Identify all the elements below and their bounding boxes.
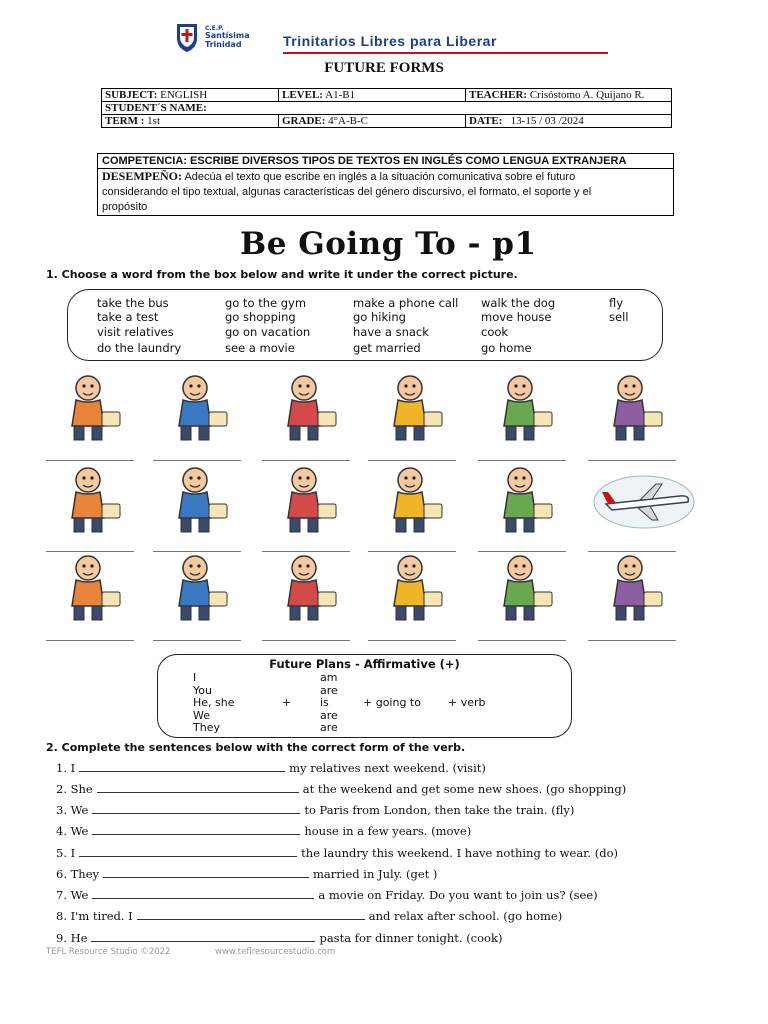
desempeno-text: DESEMPEÑO: Adecúa el texto que escribe en inglés a la situación comunicativa sobre el futuro considerando el tipo textual, algunas características del género discursivo, el formato, el soporte y el propósito — [102, 169, 592, 213]
student-info-table — [101, 88, 672, 128]
bride-and-groom-icon — [372, 550, 448, 624]
sentence-5: 5. I the laundry this weekend. I have nothing to wear. (do) — [56, 846, 618, 860]
school-name-1: Santísima — [205, 31, 250, 40]
girl-on-phone-icon — [372, 370, 448, 444]
teacher-cell: TEACHER: Crisóstomo A. Quijano R. — [466, 89, 672, 102]
school-slogan: Trinitarios Libres para Liberar — [283, 33, 497, 49]
word-option: go on vacation — [225, 325, 311, 339]
man-raiding-fridge-icon — [482, 550, 558, 624]
answer-blank[interactable] — [103, 876, 309, 878]
sentence-3: 3. We to Paris from London, then take the train. (fly) — [56, 803, 575, 817]
word-option: go shopping — [225, 310, 296, 324]
slogan-underline — [283, 52, 608, 54]
word-option: visit relatives — [97, 325, 174, 339]
competencia-heading: COMPETENCIA: ESCRIBE DIVERSOS TIPOS DE TEXTOS EN INGLÉS COMO LENGUA EXTRANJERA — [98, 154, 673, 169]
man-carrying-boxes-upstairs-icon — [482, 462, 558, 536]
man-with-luggage-icon — [157, 370, 233, 444]
word-option: sell — [609, 310, 629, 324]
word-option: fly — [609, 296, 624, 310]
word-box — [67, 289, 663, 361]
woman-with-shopping-bags-icon — [266, 462, 342, 536]
word-option: go to the gym — [225, 296, 307, 310]
term-cell: TERM : 1st — [102, 115, 279, 128]
picture-answer-blank[interactable] — [478, 640, 566, 641]
picture-answer-blank[interactable] — [262, 640, 350, 641]
school-name-2: Trinidad — [205, 40, 242, 49]
footer-copyright: TEFL Resource Studio ©2022 — [46, 947, 171, 957]
sentence-1: 1. I my relatives next weekend. (visit) — [56, 761, 486, 775]
sentence-7: 7. We a movie on Friday. Do you want to join us? (see) — [56, 888, 598, 902]
future-plans-title: Future Plans - Affirmative (+) — [269, 657, 460, 671]
sentence-6: 6. They married in July. (get ) — [56, 867, 438, 881]
man-with-laundry-basket-icon — [372, 462, 448, 536]
future-plans-box — [157, 654, 572, 738]
word-option: walk the dog — [481, 296, 556, 310]
picture-answer-blank[interactable] — [368, 460, 456, 461]
picture-answer-blank[interactable] — [478, 460, 566, 461]
grade-cell: GRADE: 4°A-B-C — [279, 115, 466, 128]
picture-answer-blank[interactable] — [153, 640, 241, 641]
word-option: cook — [481, 325, 509, 339]
answer-blank[interactable] — [92, 812, 300, 814]
woman-shopping-icon — [266, 550, 342, 624]
answer-blank[interactable] — [91, 940, 315, 942]
boy-at-bus-stop-icon — [157, 550, 233, 624]
plus-sign: + — [282, 696, 292, 709]
man-doing-laundry-icon — [50, 462, 126, 536]
sentence-2: 2. She at the weekend and get some new shoes. (go shopping) — [56, 782, 627, 796]
woman-on-treadmill-icon — [157, 462, 233, 536]
word-option: move house — [481, 310, 552, 324]
family-in-packed-car-icon — [266, 370, 342, 444]
word-option: see a movie — [225, 341, 295, 355]
level-cell: LEVEL: A1-B1 — [279, 89, 466, 102]
answer-blank[interactable] — [137, 918, 365, 920]
word-option: have a snack — [353, 325, 429, 339]
word-option: take a test — [97, 310, 159, 324]
word-option: get married — [353, 341, 421, 355]
answer-blank[interactable] — [79, 855, 297, 857]
date-cell: DATE: 13-15 / 03 /2024 — [466, 115, 672, 128]
word-option: go hiking — [353, 310, 406, 324]
hiker-with-backpack-icon — [482, 370, 558, 444]
dog-pulling-owner-icon — [592, 370, 668, 444]
picture-answer-blank[interactable] — [153, 460, 241, 461]
airplane-icon — [592, 462, 696, 536]
word-option: take the bus — [97, 296, 169, 310]
man-at-yard-sale-icon — [592, 550, 668, 624]
exercise-1-instruction: 1. Choose a word from the box below and write it under the correct picture. — [46, 268, 518, 281]
picture-answer-blank[interactable] — [588, 460, 676, 461]
word-option: go home — [481, 341, 532, 355]
boy-eating-popcorn-icon — [50, 550, 126, 624]
worksheet-title: Be Going To - p1 — [240, 226, 537, 262]
footer-url: www.teflresourcestudio.com — [215, 947, 336, 957]
sentence-9: 9. He pasta for dinner tonight. (cook) — [56, 931, 503, 945]
picture-answer-blank[interactable] — [368, 640, 456, 641]
picture-answer-blank[interactable] — [588, 640, 676, 641]
picture-answer-blank[interactable] — [46, 640, 134, 641]
be-verbs-column: am are is are are — [320, 671, 338, 734]
answer-blank[interactable] — [79, 770, 285, 772]
subject-cell: SUBJECT: ENGLISH — [102, 89, 279, 102]
sentence-4: 4. We house in a few years. (move) — [56, 824, 472, 838]
student-name-field[interactable]: STUDENT´S NAME: — [102, 102, 672, 115]
subjects-column: I You He, she We They — [193, 671, 235, 734]
verb-label: + verb — [448, 696, 486, 709]
answer-blank[interactable] — [92, 833, 300, 835]
picture-answer-blank[interactable] — [262, 460, 350, 461]
school-abbrev: C.E.P. — [205, 25, 224, 32]
word-option: make a phone call — [353, 296, 459, 310]
answer-blank[interactable] — [97, 791, 299, 793]
word-option: do the laundry — [97, 341, 182, 355]
answer-blank[interactable] — [92, 897, 314, 899]
going-to-label: + going to — [363, 696, 421, 709]
competencia-box — [97, 153, 674, 216]
document-title: FUTURE FORMS — [324, 60, 444, 76]
tired-man-at-desk-clock-icon — [50, 370, 126, 444]
exercise-2-instruction: 2. Complete the sentences below with the correct form of the verb. — [46, 741, 466, 754]
sentence-8: 8. I'm tired. I and relax after school. (go home) — [56, 909, 563, 923]
picture-answer-blank[interactable] — [46, 460, 134, 461]
